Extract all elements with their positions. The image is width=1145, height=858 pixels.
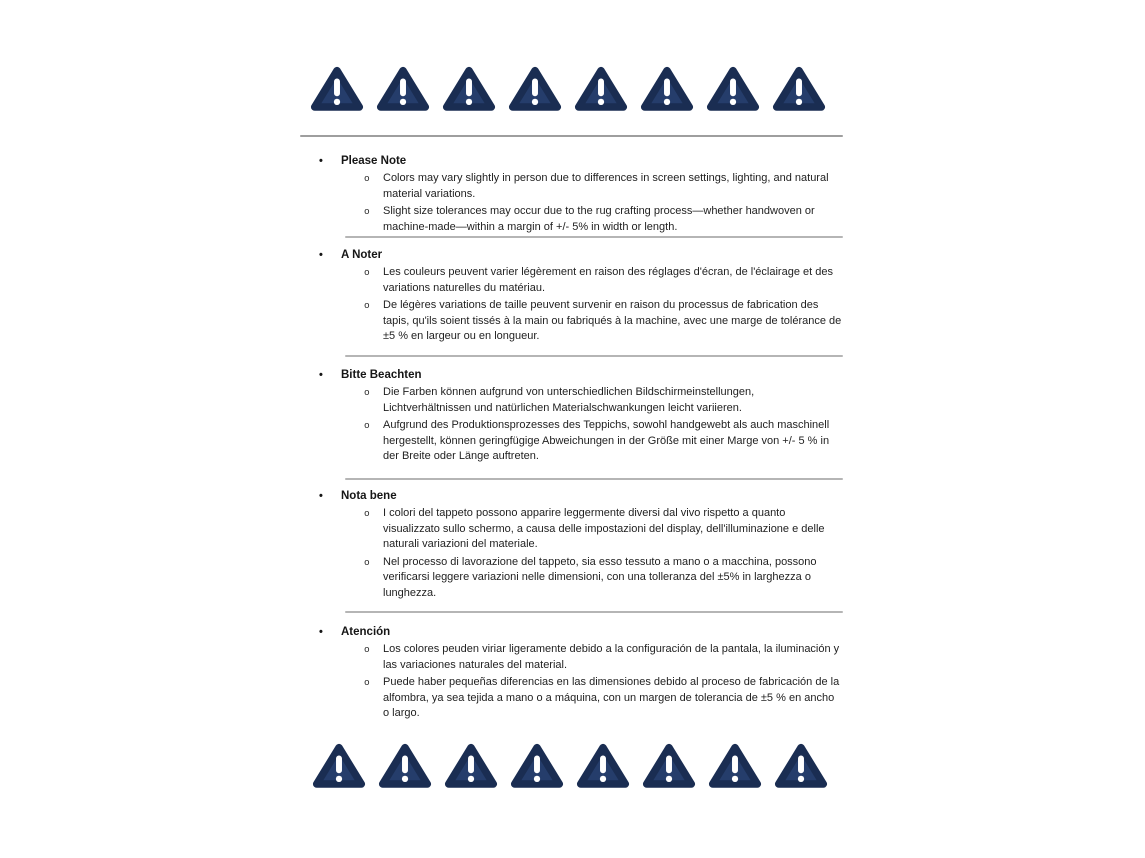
warning-triangle-icon [310, 64, 364, 112]
section-bitte-beachten [300, 367, 843, 465]
warning-triangle-icon [640, 64, 694, 112]
circle-bullet-icon: o [364, 644, 370, 655]
circle-bullet-icon: o [364, 556, 370, 568]
list-item [300, 385, 843, 416]
list-item-text: Les couleurs peuvent varier légèrement en raison des réglages d'écran, de l'éclairage et des variations naturelles du matériau. [383, 266, 833, 294]
circle-bullet-icon: o [364, 300, 370, 311]
warning-triangle-icon [312, 741, 366, 789]
list-item-text: Aufgrund des Produktionsprozesses des Teppichs, sowohl handgewebt als auch maschinell hergestellt, können geringfügige Abweichungen in der Größe mit einer Marge von +/- 5 % in der Breite oder Länge auftreten. [383, 419, 830, 462]
circle-bullet-icon: o [364, 267, 370, 278]
warning-triangle-icon [574, 64, 628, 112]
list-item [300, 298, 843, 345]
list-item-text: Nel processo di lavorazione del tappeto, sia esso tessuto a mano o a macchina, possono verificarsi leggere variazioni nelle dimensioni, con una tolleranza del ±5% in larghezza o lunghezza. [383, 555, 817, 599]
section-heading [300, 153, 843, 169]
warning-triangles-top-row [310, 64, 826, 112]
list-item-text: Slight size tolerances may occur due to the rug crafting process—whether handwoven or machine-made—within a margin of +/- 5% in width or length. [383, 205, 815, 233]
section-please-note [300, 153, 843, 235]
divider-section-3 [345, 478, 843, 480]
list-item-text: I colori del tappeto possono apparire leggermente diversi dal vivo rispetto a quanto visualizzato sullo schermo, a causa delle impostazioni del display, dell'illuminazione e delle naturali variazioni del materiale. [383, 507, 825, 550]
circle-bullet-icon: o [364, 420, 370, 431]
section-nota-bene [300, 488, 843, 601]
circle-bullet-icon: o [364, 387, 370, 398]
warning-triangle-icon [444, 741, 498, 789]
section-heading [300, 367, 843, 383]
warning-triangle-icon [376, 64, 430, 112]
bullet-icon: • [319, 249, 323, 261]
list-item [300, 171, 843, 202]
list-item-text: Colors may vary slightly in person due to differences in screen settings, lighting, and natural material variations. [383, 172, 829, 200]
divider-section-1 [345, 236, 843, 238]
warning-triangle-icon [442, 64, 496, 112]
warning-triangle-icon [510, 741, 564, 789]
bullet-icon: • [319, 369, 323, 381]
warning-triangle-icon [772, 64, 826, 112]
warning-triangle-icon [576, 741, 630, 789]
list-item [300, 204, 843, 235]
bullet-icon: • [319, 155, 323, 167]
list-item [300, 555, 843, 602]
list-item [300, 642, 843, 673]
list-item-text: Los colores peuden viriar ligeramente debido a la configuración de la pantala, la iluminación y las variaciones naturales del material. [383, 643, 840, 671]
section-heading-label: Nota bene [341, 490, 397, 502]
section-heading-label: A Noter [341, 249, 383, 261]
section-heading-label: Please Note [341, 155, 407, 167]
warning-triangles-bottom-row [312, 741, 828, 789]
circle-bullet-icon: o [364, 173, 370, 184]
circle-bullet-icon: o [364, 508, 370, 519]
list-item [300, 675, 843, 722]
warning-triangle-icon [508, 64, 562, 112]
warning-triangle-icon [642, 741, 696, 789]
warning-triangle-icon [774, 741, 828, 789]
warning-triangle-icon [378, 741, 432, 789]
list-item-text: Die Farben können aufgrund von unterschiedlichen Bildschirmeinstellungen, Lichtverhältnissen und natürlichen Materialschwankungen leicht variieren. [383, 386, 755, 414]
bullet-icon: • [319, 490, 323, 502]
divider-top [300, 135, 843, 137]
list-item [300, 265, 843, 296]
circle-bullet-icon: o [364, 206, 370, 217]
divider-section-4 [345, 611, 843, 613]
list-item [300, 506, 843, 553]
section-heading [300, 247, 843, 263]
warning-triangle-icon [708, 741, 762, 789]
section-a-noter [300, 247, 843, 345]
divider-section-2 [345, 355, 843, 357]
warning-triangle-icon [706, 64, 760, 112]
section-heading [300, 624, 843, 640]
section-heading [300, 488, 843, 504]
circle-bullet-icon: o [364, 677, 370, 688]
section-heading-label: Atención [341, 626, 391, 638]
section-atencion [300, 624, 843, 722]
list-item [300, 418, 843, 465]
list-item-text: Puede haber pequeñas diferencias en las dimensiones debido al proceso de fabricación de la alfombra, ya sea tejida a mano o a máquina, con un margen de tolerancia de ±5 % en ancho o largo. [383, 676, 840, 719]
section-heading-label: Bitte Beachten [341, 369, 422, 381]
list-item-text: De légères variations de taille peuvent survenir en raison du processus de fabrication des tapis, qu'ils soient tissés à la main ou fabriqués à la machine, avec une marge de tolérance de ±5 % en largeur ou en longueur. [383, 299, 842, 342]
bullet-icon: • [319, 626, 323, 638]
